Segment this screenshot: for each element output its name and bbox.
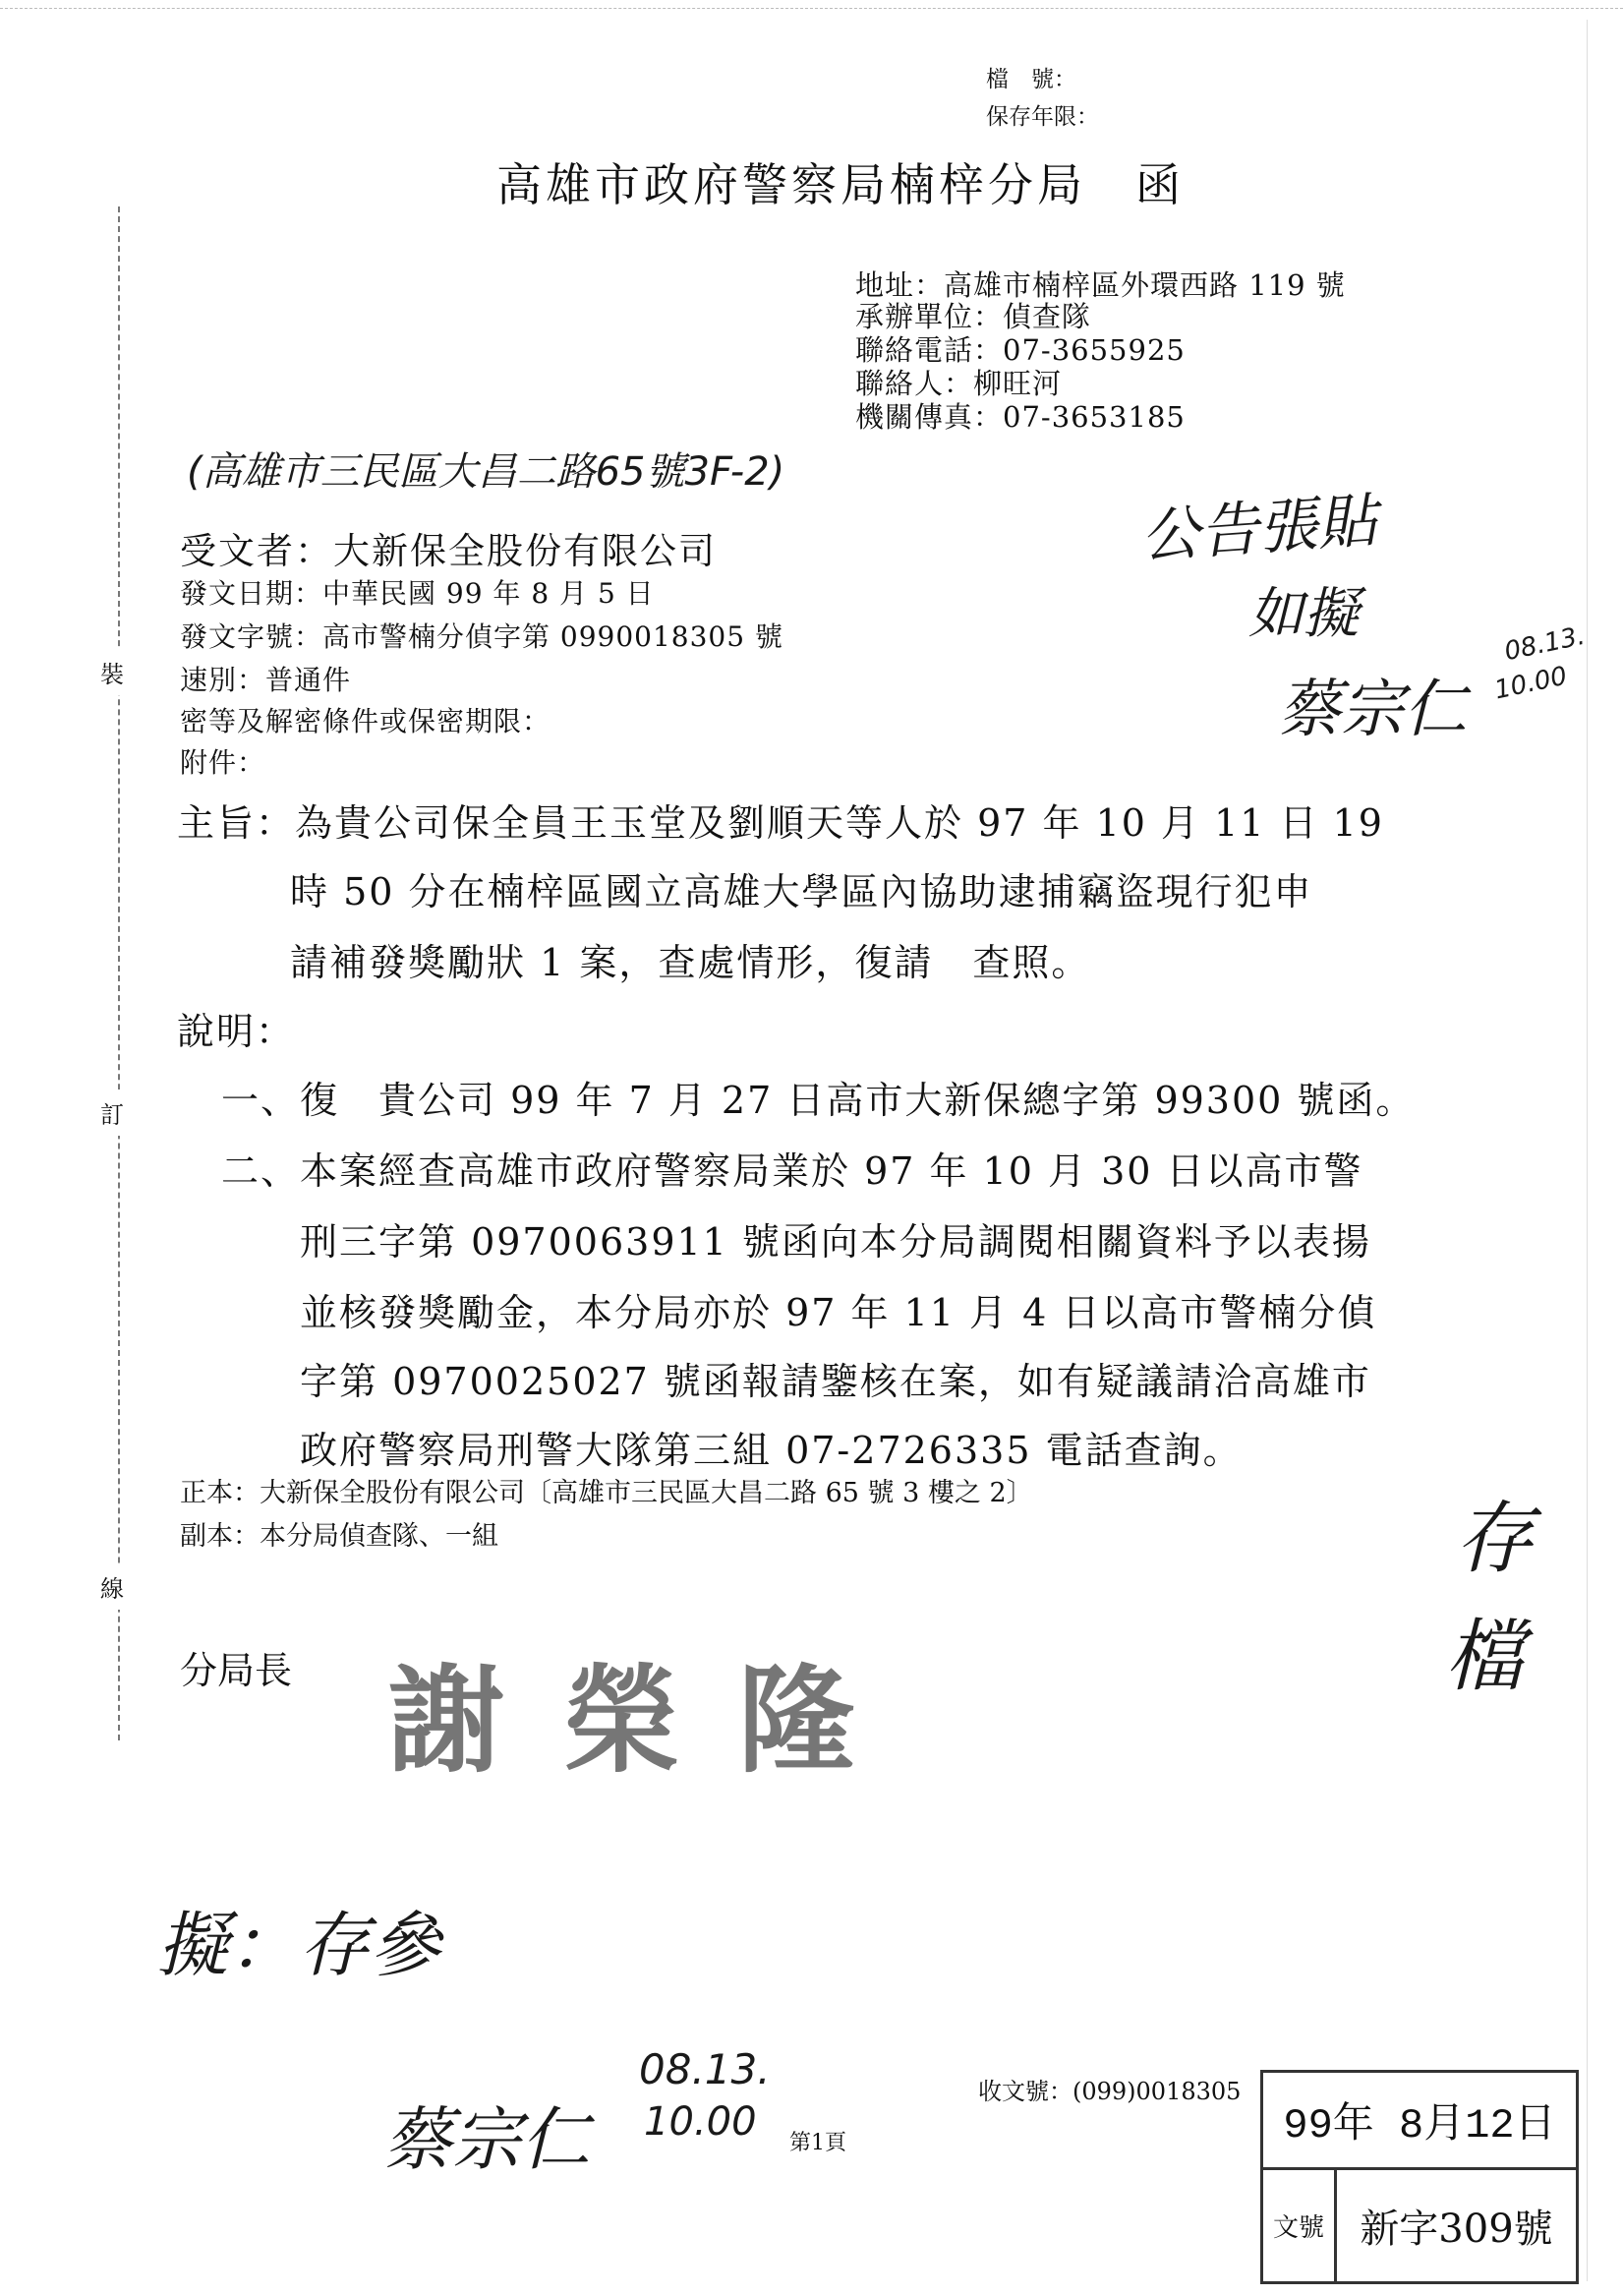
receipt-number: 收文號：(099)0018305 [978, 2078, 1242, 2105]
handwritten-margin-note-1: 存 [1455, 1493, 1534, 1584]
page-number: 第1頁 [789, 2131, 846, 2155]
explanation-item-2-line-2: 刑三字第 0970063911 號函向本分局調閱相關資料予以表揚 [300, 1220, 1371, 1264]
binding-line [118, 206, 120, 1740]
receipt-stamp [1260, 2070, 1579, 2284]
handwritten-bottom-signature: 蔡宗仁 [383, 2099, 590, 2180]
fax-number: 機關傳真：07-3653185 [855, 400, 1186, 434]
receipt-stamp-date: 99年 8月12日 [1263, 2073, 1576, 2170]
attachments: 附件： [180, 746, 266, 779]
document-number: 發文字號：高市警楠分偵字第 0990018305 號 [180, 620, 783, 653]
handling-unit: 承辦單位：偵查隊 [855, 300, 1092, 333]
duplicate-copy-recipients: 副本：本分局偵查隊、一組 [180, 1521, 498, 1552]
retention-period-label: 保存年限： [986, 104, 1099, 130]
handwritten-bottom-time: 10.00 [644, 2099, 757, 2145]
explanation-item-2-line-3: 並核發獎勵金，本分局亦於 97 年 11 月 4 日以高市警楠分偵 [300, 1291, 1377, 1334]
handwritten-time-1: 10.00 [1491, 661, 1570, 706]
handwritten-date-1: 08.13. [1501, 620, 1588, 668]
explanation-item-2-line-5: 政府警察局刑警大隊第三組 07-2726335 電話查詢。 [300, 1429, 1243, 1472]
handwritten-signature: 蔡宗仁 [1278, 674, 1467, 746]
explanation-label: 說明： [177, 1010, 296, 1053]
subject-line-3: 請補發獎勵狀 1 案，查處情形，復請 查照。 [290, 941, 1091, 984]
explanation-item-1: 一、復 貴公司 99 年 7 月 27 日高市大新保總字第 99300 號函。 [221, 1079, 1416, 1122]
receipt-stamp-label: 文號 [1263, 2170, 1337, 2281]
binding-char-ding: 訂 [100, 1089, 124, 1136]
subject-line-1: 主旨：為貴公司保全員王玉堂及劉順天等人於 97 年 10 月 11 日 19 [177, 801, 1384, 845]
sender-address: 地址：高雄市楠梓區外環西路 119 號 [855, 268, 1346, 302]
scan-edge-right [1587, 20, 1588, 2281]
binding-char-zhuang: 裝 [100, 649, 124, 695]
handwritten-recipient-address: (高雄市三民區大昌二路65號3F-2) [187, 449, 785, 495]
subject-line-2: 時 50 分在楠梓區國立高雄大學區內協助逮捕竊盜現行犯申 [290, 870, 1313, 913]
explanation-item-2-line-4: 字第 0970025027 號函報請鑒核在案，如有疑議請洽高雄市 [300, 1360, 1371, 1403]
recipient-line: 受文者：大新保全股份有限公司 [180, 530, 717, 572]
handwritten-bottom-date: 08.13. [639, 2045, 771, 2093]
delivery-speed: 速別：普通件 [180, 664, 352, 696]
chief-name-stamp: 謝榮隆 [388, 1652, 914, 1789]
issue-date: 發文日期：中華民國 99 年 8 月 5 日 [180, 577, 655, 610]
handwritten-note-announce: 公告張貼 [1138, 486, 1379, 572]
contact-phone: 聯絡電話：07-3655925 [855, 333, 1186, 367]
original-copy-recipient: 正本：大新保全股份有限公司〔高雄市三民區大昌二路 65 號 3 樓之 2〕 [180, 1478, 1033, 1508]
explanation-item-2-line-1: 二、本案經查高雄市政府警察局業於 97 年 10 月 30 日以高市警 [221, 1149, 1363, 1193]
binding-char-xian: 線 [100, 1563, 124, 1610]
scan-edge-top [0, 8, 1623, 9]
receipt-stamp-number-row [1263, 2170, 1576, 2281]
handwritten-note-approve: 如擬 [1248, 582, 1359, 646]
contact-person: 聯絡人：柳旺河 [855, 367, 1063, 400]
signature-title: 分局長 [180, 1649, 293, 1692]
file-number-label: 檔 號： [986, 67, 1076, 92]
handwritten-margin-note-2: 檔 [1445, 1611, 1524, 1702]
secrecy-level: 密等及解密條件或保密期限： [180, 705, 551, 737]
handwritten-bottom-note: 擬：存參 [157, 1904, 441, 1986]
document-title: 高雄市政府警察局楠梓分局 函 [496, 158, 1185, 211]
receipt-stamp-number: 新字309號 [1360, 2207, 1553, 2252]
